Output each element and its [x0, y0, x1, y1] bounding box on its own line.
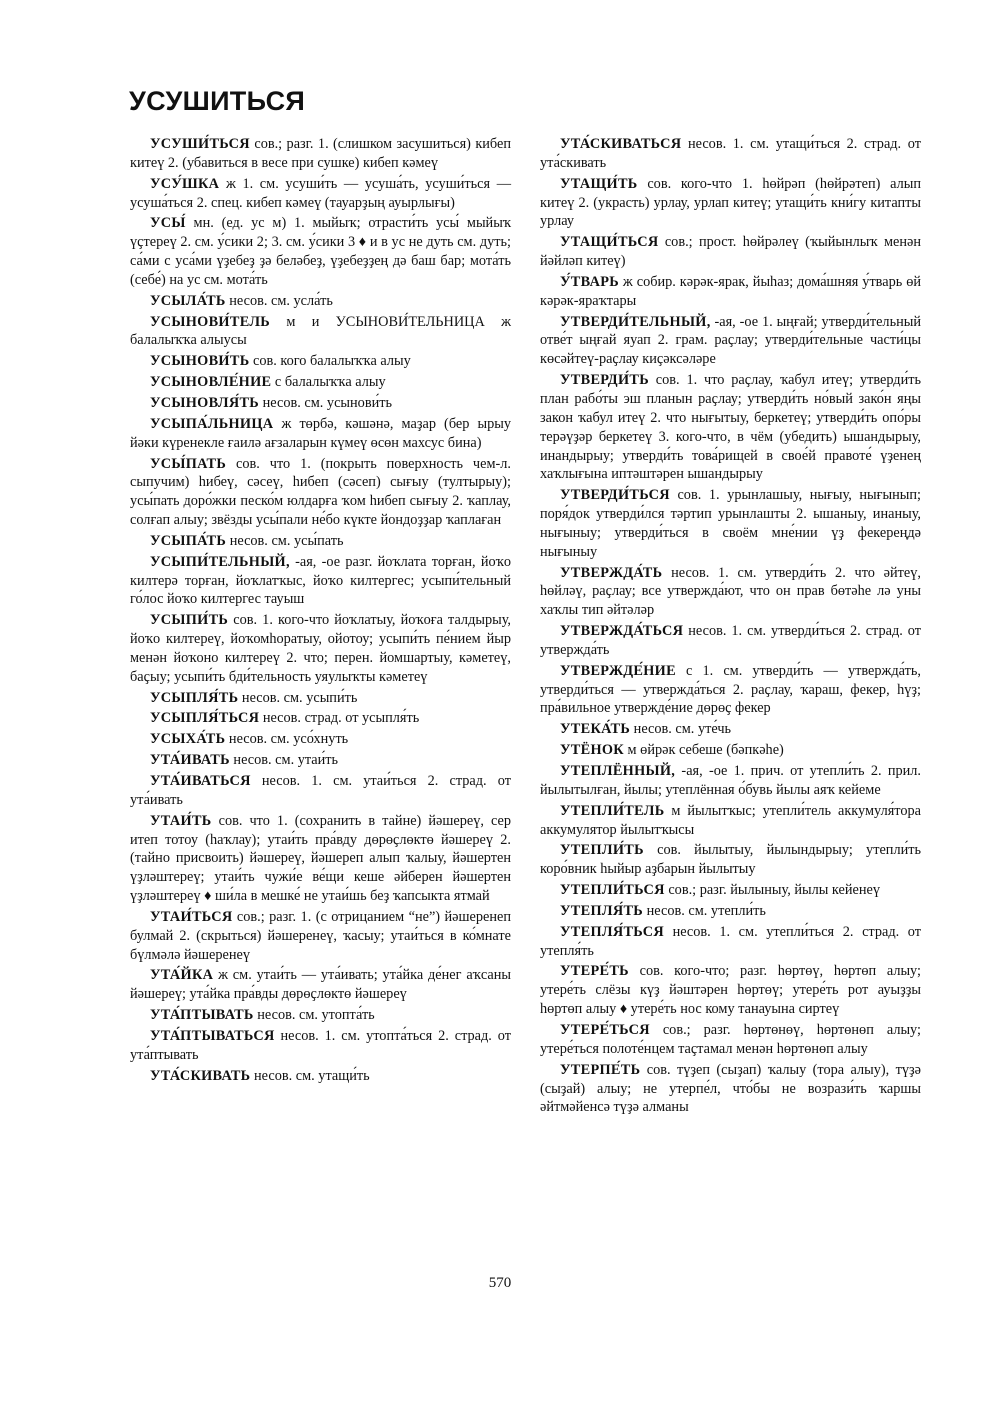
dictionary-entry	[540, 371, 921, 484]
dictionary-entry	[130, 175, 511, 213]
entry-headword: УТЕПЛЁННЫЙ,	[560, 763, 676, 779]
entry-definition: сов. кого-что; разг. һөртөү, һөртөп алыу; утере́ть слёзы күҙ йәштәрен һөртөү; утере́ть рот ауыҙҙы һөртөп алыу ♦ утере́ть нос кому танауына сиртеү	[540, 963, 921, 1018]
dictionary-entry	[130, 373, 511, 392]
entry-headword: УСЫНОВИ́ТЬ	[150, 353, 250, 370]
entry-definition: -ая, -ое 1. прич. от утепли́ть 2. прил. йылытылған, йылы; утеплённая о́бувь йылы аяҡ кейеме	[540, 763, 921, 798]
entry-headword: УТА́СКИВАТЬ	[150, 1067, 251, 1084]
dictionary-entry	[130, 908, 511, 965]
dictionary-entry	[130, 352, 511, 371]
dictionary-entry	[540, 741, 921, 760]
entry-definition: ж см. утаи́ть — ута́ивать; ута́йка де́нег аҡсаны йәшереү; ута́йка пра́вды дөрөҫлөктө йәшереү	[130, 967, 511, 1003]
dictionary-entry	[540, 313, 921, 370]
entry-definition: сов.; прост. һөйрәлеү (ҡыйынлыҡ менән йәйләп китеү)	[540, 234, 921, 270]
entry-headword: УСЫ́	[150, 215, 186, 232]
entry-headword: УТАЩИ́ТЬ	[560, 175, 638, 192]
entry-headword: УТАИ́ТЬСЯ	[150, 908, 233, 925]
dictionary-entry	[130, 689, 511, 708]
entry-headword: УТЕКА́ТЬ	[560, 721, 631, 738]
entry-definition: несов. см. усынови́ть	[259, 394, 392, 411]
entry-definition: несов. см. усыпи́ть	[238, 689, 358, 706]
entry-definition: несов. страд. от усыпля́ть	[259, 710, 420, 727]
dictionary-entry	[130, 292, 511, 311]
dictionary-entry	[130, 313, 511, 351]
entry-headword: У́ТВАРЬ	[560, 273, 619, 290]
dictionary-entry	[540, 841, 921, 879]
dictionary-entry	[540, 762, 921, 800]
entry-headword: УТЕПЛИ́ТЬ	[560, 842, 644, 859]
entry-headword: УТЕПЛИ́ТЬСЯ	[560, 882, 665, 899]
entry-definition: несов. см. усла́ть	[225, 292, 333, 309]
entry-headword: УТВЕРДИ́ТЕЛЬНЫЙ,	[560, 313, 711, 330]
entry-headword: УТА́СКИВАТЬСЯ	[560, 136, 682, 152]
dictionary-entry	[540, 720, 921, 739]
entry-headword: УСЫХА́ТЬ	[150, 731, 226, 748]
dictionary-entry	[130, 553, 511, 610]
entry-definition: сов. түҙеп (сыҙап) ҡалыу (тора алыу), түҙә (сыҙай) алыу; не утерпе́л, что́бы не возрази́ть ҡаршы әйтмәйенсә түҙә алманы	[540, 1061, 921, 1116]
entry-definition: с 1. см. утверди́ть — утвержда́ть, утверди́ться — утвержда́ться 2. раҫлау, ҡараш, фекер, һүҙ; пра́вильное утвержде́ние дөрөҫ фекер	[540, 662, 921, 717]
entry-definition: несов. см. усо́хнуть	[225, 731, 349, 748]
dictionary-entry	[130, 751, 511, 770]
entry-definition: несов. 1. см. утаи́ться 2. страд. от ута́ивать	[130, 773, 511, 808]
entry-headword: УТЕПЛИ́ТЕЛЬ	[560, 802, 665, 819]
entry-definition: мн. (ед. ус м) 1. мыйыҡ; отрасти́ть усы́ мыйыҡ үҫтереү 2. см. у́сики 2; 3. см. у́сики 3 ♦ и в ус не дуть см. дуть; са́ми с уса́ми үҙебеҙ ҙә беләбеҙ, үҙебеҙҙең дә баш бар; мота́ть (себе́) на ус см. мота́ть	[130, 215, 511, 288]
entry-headword: УТА́ПТЫВАТЬ	[150, 1007, 254, 1024]
dictionary-entry	[540, 175, 921, 232]
entry-definition: несов. 1. см. утепли́ться 2. страд. от утепля́ть	[540, 923, 921, 959]
entry-headword: УСЫПИ́ТЬ	[150, 612, 229, 629]
entry-definition: сов.; разг. 1. (слишком засушиться) кибеп китеү 2. (убавиться в весе при сушке) кибеп кәмеү	[130, 136, 511, 171]
entry-definition: ж собир. кәрәк-ярак, йыһаз; дома́шняя у́тварь өй кәрәк-яраҡтары	[540, 273, 921, 309]
entry-headword: УСЫЛА́ТЬ	[150, 292, 226, 309]
dictionary-entry	[130, 135, 511, 173]
entry-headword: УСЫНОВЛЕ́НИЕ	[150, 374, 272, 391]
entry-definition: несов. 1. см. утверди́ться 2. страд. от утвержда́ть	[540, 623, 921, 658]
entry-definition: сов. 1. что раҫлау, ҡабул итеү; утверди́ть план рабо́ты эш планын раҫлау; утверди́ть но́вый зако́н яңы закон ҡабул итеү 2. что нығытыу, беркетеү; утверди́ть опо́ры терәүҙәр беркетеү 3. кого-что, в чём (убедить) ышандырыу, инандырыу; утверди́ть това́рищей в свое́й правоте́ үҙенең хаҡлығына иптәштәрен ышандырыу	[540, 372, 921, 483]
dictionary-entry	[130, 1067, 511, 1086]
entry-headword: УСЫПА́ЛЬНИЦА	[150, 415, 274, 432]
entry-definition: сов. что 1. (покрыть поверхность чем-л. сыпучим) һибеү, сәсеү, һибеп (сәсеп) сығыу (тултырыу); усы́пать доро́жки песко́м юлдарға ҡом һибеп сығыу 2. ҡаплау, солғап алыу; звёзды усы́пали не́бо күкте йондоҙҙар ҡаплаған	[130, 455, 511, 529]
entry-headword: УСЫПЛЯ́ТЬ	[150, 689, 239, 706]
entry-headword: УСЫ́ПАТЬ	[150, 455, 227, 472]
dictionary-entry	[540, 1061, 921, 1118]
entry-headword: УТА́ЙКА	[150, 967, 214, 984]
entry-definition: с балалыҡҡа алыу	[271, 374, 386, 391]
dictionary-entry	[540, 273, 921, 311]
dictionary-entry	[130, 812, 511, 906]
entry-definition: сов.; разг. йылыныу, йылы кейенеү	[664, 882, 880, 899]
entry-headword: УСЫНОВЛЯ́ТЬ	[150, 394, 260, 411]
entry-headword: УТАИ́ТЬ	[150, 812, 212, 829]
entry-headword: УТЕПЛЯ́ТЬ	[560, 902, 644, 919]
entry-definition: несов. 1. см. утопта́ться 2. страд. от ута́птывать	[130, 1027, 511, 1063]
entry-headword: УТВЕРЖДА́ТЬСЯ	[560, 623, 684, 640]
dictionary-entry	[130, 709, 511, 728]
entry-headword: УТА́ПТЫВАТЬСЯ	[150, 1027, 275, 1044]
entry-definition: сов. кого балалыҡҡа алыу	[249, 353, 411, 370]
entry-definition: несов. см. уте́чь	[630, 721, 732, 738]
entry-definition: сов. что 1. (сохранить в тайне) йәшереү, сер итеп тотоу (һаҡлау); утаи́ть пра́вду дөрөҫлөктө йәшереү 2. (тайно присвоить) йәшереү, йәшереп алып ҡалыу, йәшертен үҙләштереү; утаи́ть чужи́е ве́щи кеше әйберен йәшертен үҙләштереү ♦ ши́ла в мешке́ не утаи́шь беҙ ҡапсыкта ятмай	[130, 812, 511, 905]
entry-definition: несов. см. утепли́ть	[643, 902, 766, 919]
entry-definition: сов. йылытыу, йылындырыу; утепли́ть коро́вник һыйыр аҙбарын йылытыу	[540, 842, 921, 878]
entry-headword: УТЁНОК	[560, 742, 624, 759]
entry-definition: несов. 1. см. утверди́ть 2. что әйтеү, һөйләү, раҫлау; все утвержда́ют, что он прав бөтәһе лә уны хаҡлы тип әйтәләр	[540, 564, 921, 619]
entry-headword: УТЕПЛЯ́ТЬСЯ	[560, 923, 664, 940]
entry-definition: сов. 1. урынлашыу, нығыу, нығынып; поря́док утверди́лся тәртип урынлашты 2. ышаныу, инаныу, нығыныу; утверди́ться в своём мне́нии үҙ фекереңдә нығыныу	[540, 487, 921, 560]
entry-headword: УСУШИ́ТЬСЯ	[150, 136, 250, 152]
dictionary-entry	[130, 394, 511, 413]
dictionary-entry	[540, 802, 921, 840]
entry-definition: несов. см. утопта́ть	[253, 1007, 375, 1024]
entry-definition: м өйрәк себеше (бәпкәһе)	[623, 742, 784, 759]
dictionary-entry	[130, 611, 511, 686]
entry-definition: несов. см. усы́пать	[226, 532, 344, 549]
dictionary-entry	[540, 962, 921, 1019]
entry-definition: ж 1. см. усуши́ть — усуша́ть, усуши́ться — усуша́ться 2. спец. кибеп кәмеү (тауарҙың ауырлығы)	[130, 175, 511, 211]
entry-definition: сов. кого-что 1. һөйрәп (һөйрәтеп) алып китеү 2. (украсть) урлау, урлап китеү; утащи́ть кни́гу китапты урлау	[540, 175, 921, 230]
entry-definition: сов.; разг. һөртөнөү, һөртөнөп алыу; утере́ться полоте́нцем таҫтамал менән һөртөнөп алыу	[540, 1021, 921, 1057]
dictionary-entry	[130, 415, 511, 453]
entry-headword: УТЕРПЕ́ТЬ	[560, 1061, 641, 1078]
entry-definition: сов.; разг. 1. (с отрицанием “не”) йәшеренеп булмай 2. (скрыться) йәшеренеү, ҡасыу; утаи́ться в ко́мнате бүлмәлә йәшеренеү	[130, 908, 511, 963]
dictionary-entry	[540, 564, 921, 621]
dictionary-entry	[540, 486, 921, 561]
dictionary-entry	[130, 532, 511, 551]
entry-definition: м йылытҡыс; утепли́тель аккумуля́тора аккумулятор йылытҡысы	[540, 802, 921, 838]
running-header: УСУШИТЬСЯ	[129, 86, 306, 116]
dictionary-entry	[130, 730, 511, 749]
dictionary-entry	[540, 233, 921, 271]
entry-headword: УТВЕРДИ́ТЬ	[560, 372, 649, 389]
entry-definition: ж төрбә, кәшәнә, маҙар (бер ырыу йәки күренекле ғаилә ағзаларын күмеү өсөн махсус бина)	[130, 415, 511, 451]
entry-definition: -ая, -ое разг. йоҡлата торған, йоҡо килтерә торған, йоҡлатҡыс, йоҡо килтергес; усыпи́тельный го́лос йоҡо килтергес тауыш	[130, 553, 511, 608]
entry-headword: УСЫНОВИ́ТЕЛЬ	[150, 313, 271, 330]
column-right	[540, 135, 921, 1119]
entry-headword: УТА́ИВАТЬСЯ	[150, 773, 251, 789]
entry-definition: несов. 1. см. утащи́ться 2. страд. от ута́скивать	[540, 136, 921, 171]
entry-headword: УСЫПА́ТЬ	[150, 532, 227, 549]
entry-definition: м и УСЫНОВИ́ТЕЛЬНИЦА ж балалыҡҡа алыусы	[130, 313, 511, 349]
dictionary-entry	[540, 1021, 921, 1059]
entry-definition: -ая, -ое 1. ыңғай; утверди́тельный отве́т ыңғай яуап 2. грам. раҫлау; утверди́тельные части́цы көсәйтеү-раҫлау киҫәксәләре	[540, 313, 921, 368]
column-left	[130, 135, 511, 1088]
entry-headword: УСЫПЛЯ́ТЬСЯ	[150, 710, 260, 727]
dictionary-entry	[130, 966, 511, 1004]
page-number: 570	[488, 1275, 512, 1291]
dictionary-entry	[540, 923, 921, 961]
entry-headword: УТАЩИ́ТЬСЯ	[560, 234, 659, 251]
dictionary-entry	[540, 135, 921, 173]
entry-headword: УТВЕРЖДА́ТЬ	[560, 564, 663, 581]
dictionary-entry	[540, 881, 921, 900]
dictionary-entry	[130, 1027, 511, 1065]
entry-definition: несов. см. утащи́ть	[250, 1067, 370, 1084]
dictionary-entry	[540, 902, 921, 921]
dictionary-entry	[130, 214, 511, 289]
dictionary-entry	[540, 622, 921, 660]
dictionary-entry	[130, 772, 511, 810]
entry-headword: УТА́ИВАТЬ	[150, 752, 230, 769]
dictionary-entry	[130, 1006, 511, 1025]
entry-headword: УТВЕРДИ́ТЬСЯ	[560, 487, 670, 504]
dictionary-entry	[540, 662, 921, 719]
entry-definition: несов. см. утаи́ть	[229, 752, 339, 769]
entry-headword: УСЫПИ́ТЕЛЬНЫЙ,	[150, 553, 290, 570]
entry-headword: УТЕРЕ́ТЬ	[560, 963, 629, 980]
entry-headword: УТВЕРЖДЕ́НИЕ	[560, 662, 676, 679]
entry-definition: сов. 1. кого-что йоҡлатыу, йоҡоға талдырыу, йоҡо килтереү, йоҡомһоратыу, ойотоу; усыпи́ть пе́нием йыр менән йоҡоно килтереү 2. что; перен. йомшартыу, кәметеү, баҫыу; усыпи́ть бди́тельность уяулыҡты кәметеү	[130, 612, 511, 685]
dictionary-entry	[130, 455, 511, 530]
entry-headword: УТЕРЕ́ТЬСЯ	[560, 1021, 650, 1038]
entry-headword: УСУ́ШКА	[150, 175, 220, 192]
